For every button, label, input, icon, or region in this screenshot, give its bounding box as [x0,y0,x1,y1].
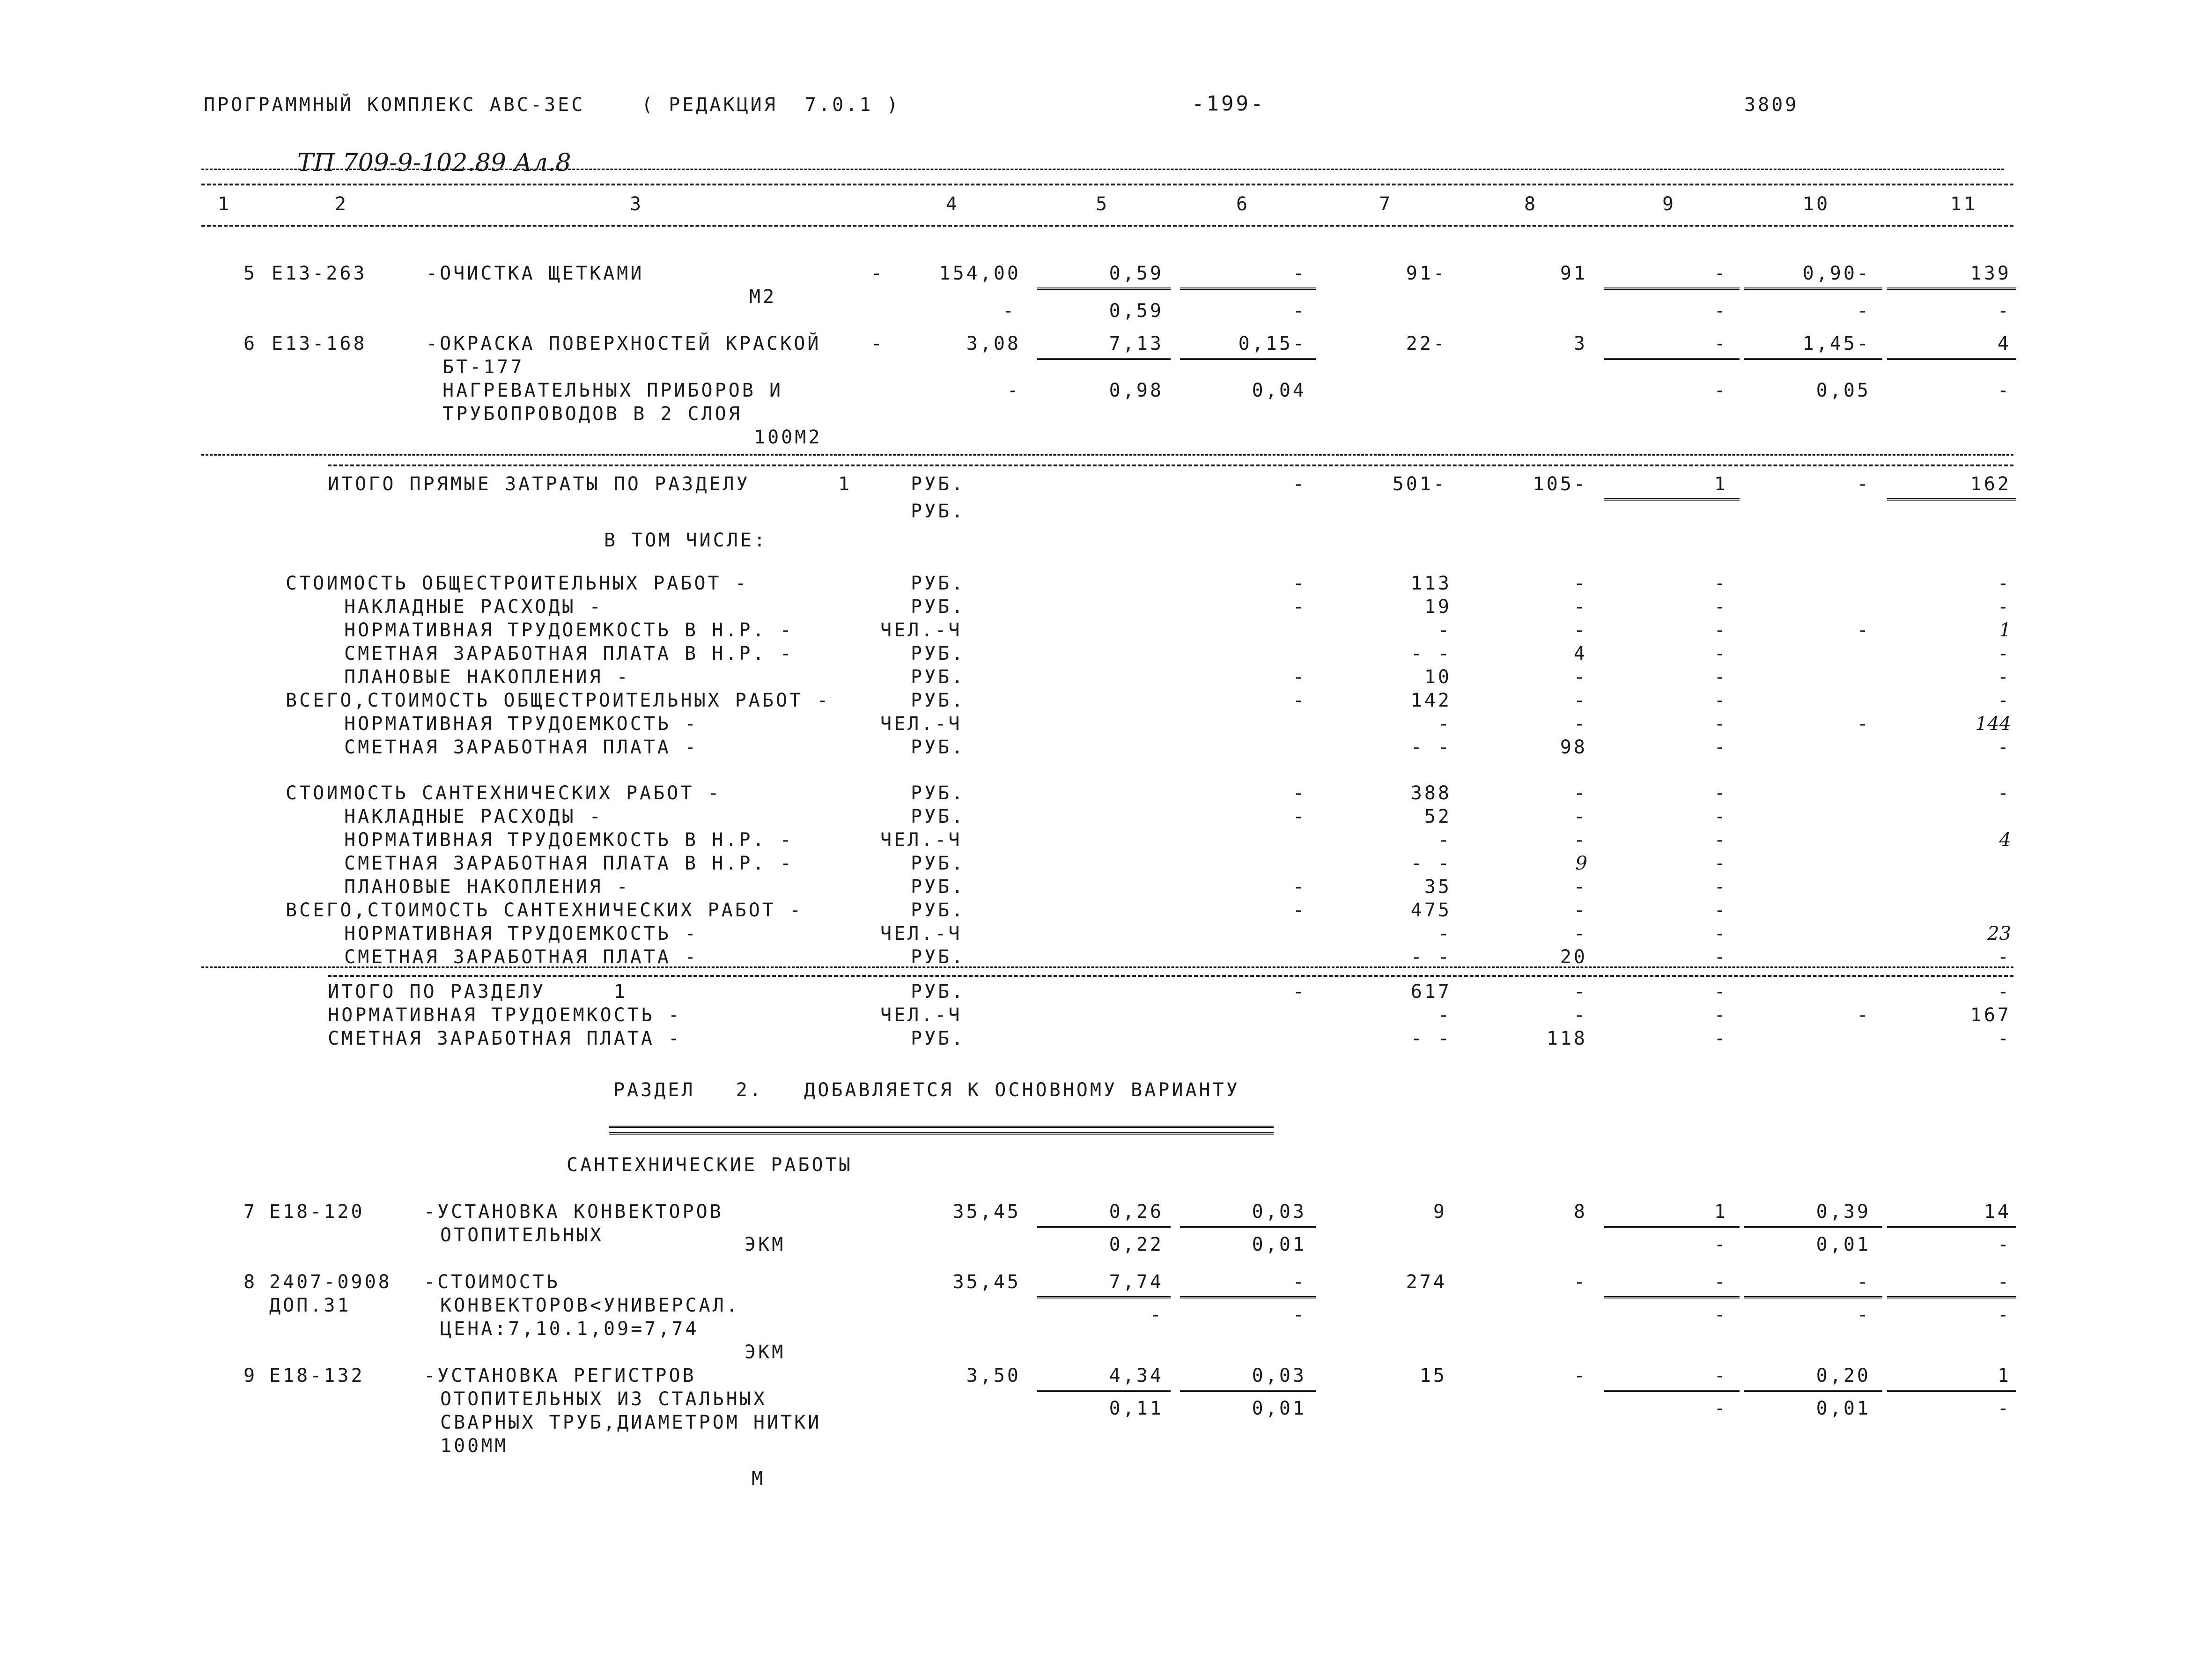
total-direct-section: 1 [838,473,852,495]
general_rows-c7: 142 [1410,690,1452,711]
section2-title: РАЗДЕЛ 2. ДОБАВЛЯЕТСЯ К ОСНОВНОМУ ВАРИАНТУ [613,1079,1240,1101]
general_rows-unit: ЧЕЛ.-Ч [880,713,962,735]
column-number-7: 7 [1379,193,1393,215]
section2-double-rule [609,1126,1274,1132]
item2-underline-c10 [1744,1390,1882,1396]
header-rule-top [201,184,2013,185]
general_rows-label: НОРМАТИВНАЯ ТРУДОЕМКОСТЬ - [344,713,699,735]
general_rows-c8: - [1573,573,1587,594]
general_rows-c9: - [1714,643,1728,664]
item-unit: 100М2 [754,427,822,448]
item-unit: М2 [749,286,777,308]
section-total-c9: - [1714,1004,1728,1026]
item2-c11b: - [1997,1234,2011,1255]
item-c6b: 0,04 [1252,380,1306,401]
item-c11b: - [1997,300,2011,322]
item2-c6b: 0,01 [1252,1234,1306,1255]
item2-c11: - [1997,1271,2011,1293]
plumbing_rows-c9: - [1714,876,1728,898]
item-c5: 7,13 [1109,333,1164,354]
item2-c10b: - [1857,1304,1871,1326]
item2-underline-c11 [1887,1296,2016,1302]
item2-c6: - [1292,1271,1306,1293]
item2-c10: 0,20 [1816,1365,1871,1386]
item2-underline-c9 [1604,1226,1740,1232]
edition: ( РЕДАКЦИЯ 7.0.1 ) [641,94,900,116]
plumbing_rows-label: СМЕТНАЯ ЗАРАБОТНАЯ ПЛАТА В Н.Р. - [344,853,794,874]
item-c9b: - [1714,300,1728,322]
section-total-unit: ЧЕЛ.-Ч [880,1004,962,1026]
plumbing_rows-c7: 388 [1410,782,1452,804]
item-description-line: НАГРЕВАТЕЛЬНЫХ ПРИБОРОВ И [442,380,783,401]
item-c10: 0,90- [1802,263,1871,284]
item-c7: 91- [1406,263,1447,284]
item2-underline-c5 [1037,1296,1171,1302]
section-total-c7: 617 [1410,981,1452,1003]
general_rows-c8: - [1573,619,1587,641]
item-underline-c5 [1037,288,1171,294]
plumbing_rows-unit: РУБ. [911,900,966,921]
item-c5b: 0,59 [1109,300,1164,322]
page-number: -199- [1192,92,1266,116]
item2-underline-c10 [1744,1296,1882,1302]
item2-c7: 274 [1406,1271,1447,1293]
item2-c5b: - [1150,1304,1164,1326]
total-direct-c10: - [1857,473,1871,495]
plumbing_rows-unit: РУБ. [911,806,966,827]
item-c6: - [1292,263,1306,284]
general_rows-unit: ЧЕЛ.-Ч [880,619,962,641]
plumbing_rows-c7: 52 [1424,806,1452,827]
item-c8: 3 [1573,333,1587,354]
general_rows-unit: РУБ. [911,690,966,711]
item2-c8: 8 [1573,1201,1587,1223]
plumbing_rows-c7: - [1438,829,1452,851]
total-direct-c6: - [1292,473,1306,495]
total-direct-c7: 501- [1392,473,1447,495]
item-underline-c9 [1604,358,1740,364]
section-total-c11: 167 [1970,1004,2011,1026]
section-total-label: ИТОГО ПО РАЗДЕЛУ 1 [328,981,627,1003]
general_rows-c7: - - [1410,737,1452,758]
plumbing_rows-c7: - - [1410,946,1452,968]
general_rows-c11: - [1997,737,2011,758]
section-total-unit: РУБ. [911,981,966,1003]
plumbing_rows-c9: - [1714,853,1728,874]
item2-description-line: 100ММ [440,1435,509,1457]
item-c6b: - [1292,300,1306,322]
sheet-number: 3809 [1744,94,1799,116]
item-underline-c9 [1604,288,1740,294]
general_rows-c6: - [1292,573,1306,594]
general_rows-c9: - [1714,737,1728,758]
item2-c9: - [1714,1271,1728,1293]
plumbing_rows-unit: РУБ. [911,782,966,804]
header-dotted-rule [201,169,2004,170]
plumbing_rows-c9: - [1714,923,1728,944]
item-quantity: 154,00 [939,263,1021,284]
item2-description-line: -УСТАНОВКА РЕГИСТРОВ [424,1365,696,1386]
general_rows-c7: - [1438,713,1452,735]
item-description-line: БТ-177 [442,356,524,378]
general_rows-unit: РУБ. [911,596,966,618]
general_rows-c11: - [1997,643,2011,664]
column-number-10: 10 [1803,193,1830,215]
plumbing-dotted-rule [201,966,2013,968]
column-number-9: 9 [1662,193,1676,215]
section-total-c10: - [1857,1004,1871,1026]
item-quantity: 3,08 [966,333,1021,354]
including-label: В ТОМ ЧИСЛЕ: [604,530,767,551]
general_rows-c9: - [1714,713,1728,735]
plumbing_rows-unit: РУБ. [911,876,966,898]
item2-description-line: СВАРНЫХ ТРУБ,ДИАМЕТРОМ НИТКИ [440,1412,822,1433]
item2-c5b: 0,11 [1109,1398,1164,1419]
program-name: ПРОГРАММНЫЙ КОМПЛЕКС АВС-3ЕС [204,94,585,116]
item-code: Е13-263 [272,263,367,284]
total-rule [328,465,2013,466]
column-number-3: 3 [630,193,644,215]
general_rows-c7: - [1438,619,1452,641]
general_rows-c9: - [1714,619,1728,641]
general_rows-c11: - [1997,666,2011,688]
item2-description-line: ОТОПИТЕЛЬНЫХ ИЗ СТАЛЬНЫХ [440,1388,767,1410]
item2-unit: ЭКМ [745,1342,786,1363]
general_rows-c8: - [1573,713,1587,735]
plumbing_rows-c8: - [1573,876,1587,898]
item-c10: 1,45- [1802,333,1871,354]
item2-c9: - [1714,1365,1728,1386]
total-underline-c9 [1604,498,1740,504]
item2-code: Е18-120 [269,1201,365,1223]
item2-unit: ЭКМ [745,1234,786,1255]
plumbing_rows-c9: - [1714,946,1728,968]
item-c11b: - [1997,380,2011,401]
plumbing_rows-unit: РУБ. [911,946,966,968]
item2-unit: М [752,1468,766,1489]
general_rows-c9: - [1714,690,1728,711]
item2-c11b: - [1997,1304,2011,1326]
item2-underline-c10 [1744,1226,1882,1232]
general_rows-unit: РУБ. [911,737,966,758]
item-c9b: - [1714,380,1728,401]
item-c5b: 0,98 [1109,380,1164,401]
general_rows-label: ВСЕГО,СТОИМОСТЬ ОБЩЕСТРОИТЕЛЬНЫХ РАБОТ - [286,690,831,711]
item-c11: 139 [1970,263,2011,284]
item-underline-c11 [1887,358,2016,364]
item2-description-line: ЦЕНА:7,10.1,09=7,74 [440,1318,699,1340]
general_rows-label: ПЛАНОВЫЕ НАКОПЛЕНИЯ - [344,666,630,688]
general_rows-c10: - [1857,619,1871,641]
section-total-label: НОРМАТИВНАЯ ТРУДОЕМКОСТЬ - [328,1004,682,1026]
section-dotted-rule [201,454,2013,456]
plumbing_rows-c8: - [1573,806,1587,827]
item-number: 5 [243,263,258,284]
column-number-4: 4 [946,193,960,215]
general_rows-c7: - - [1410,643,1452,664]
plumbing_rows-c8: - [1573,782,1587,804]
item-c8: 91 [1560,263,1587,284]
total-direct-c11: 162 [1970,473,2011,495]
plumbing_rows-c6: - [1292,806,1306,827]
item2-description-line: ОТОПИТЕЛЬНЫХ [440,1224,604,1246]
section-total-c9: - [1714,981,1728,1003]
section-total-c11: - [1997,1028,2011,1049]
column-number-1: 1 [218,193,232,215]
section-total-c8: - [1573,1004,1587,1026]
general_rows-c11: 144 [1975,713,2011,735]
item-c5: 0,59 [1109,263,1164,284]
item2-c10b: 0,01 [1816,1234,1871,1255]
general_rows-c9: - [1714,666,1728,688]
project-code: ТП 709-9-102.89 Ал.8 [297,149,571,177]
general_rows-label: НОРМАТИВНАЯ ТРУДОЕМКОСТЬ В Н.Р. - [344,619,794,641]
general_rows-label: СТОИМОСТЬ ОБЩЕСТРОИТЕЛЬНЫХ РАБОТ - [286,573,749,594]
item2-quantity: 35,45 [952,1201,1021,1223]
item2-c10: 0,39 [1816,1201,1871,1223]
plumbing_rows-c6: - [1292,900,1306,921]
plumbing_rows-unit: РУБ. [911,853,966,874]
plumbing_rows-c8: 9 [1575,853,1587,874]
plumbing_rows-c9: - [1714,900,1728,921]
item-underline-c10 [1744,358,1882,364]
plumbing_rows-c8: 20 [1560,946,1587,968]
plumbing_rows-c9: - [1714,782,1728,804]
column-number-2: 2 [335,193,349,215]
item2-c9: 1 [1714,1201,1728,1223]
plumbing_rows-c11: - [1997,782,2011,804]
general_rows-c11: - [1997,690,2011,711]
general_rows-unit: РУБ. [911,666,966,688]
item2-underline-c6 [1180,1226,1316,1232]
section-total-label: СМЕТНАЯ ЗАРАБОТНАЯ ПЛАТА - [328,1028,682,1049]
general_rows-unit: РУБ. [911,573,966,594]
general_rows-c6: - [1292,666,1306,688]
column-number-5: 5 [1096,193,1110,215]
item-c9: - [1714,263,1728,284]
item2-c6: 0,03 [1252,1365,1306,1386]
general_rows-label: СМЕТНАЯ ЗАРАБОТНАЯ ПЛАТА В Н.Р. - [344,643,794,664]
item-underline-c5 [1037,358,1171,364]
plumbing_rows-label: СТОИМОСТЬ САНТЕХНИЧЕСКИХ РАБОТ - [286,782,722,804]
plumbing_rows-label: НОРМАТИВНАЯ ТРУДОЕМКОСТЬ В Н.Р. - [344,829,794,851]
plumbing_rows-c11: 23 [1987,923,2011,944]
section-total-c7: - - [1410,1028,1452,1049]
item-c7: 22- [1406,333,1447,354]
general_rows-c8: - [1573,666,1587,688]
item2-c11: 14 [1983,1201,2011,1223]
general_rows-c6: - [1292,690,1306,711]
general_rows-c10: - [1857,713,1871,735]
column-number-11: 11 [1950,193,1978,215]
item2-c6: 0,03 [1252,1201,1306,1223]
plumbing_rows-label: НАКЛАДНЫЕ РАСХОДЫ - [344,806,603,827]
item-number: 6 [243,333,258,354]
item2-c5: 7,74 [1109,1271,1164,1293]
item2-number: 7 [243,1201,258,1223]
item-c4b: - [1007,380,1021,401]
plumbing_rows-label: ПЛАНОВЫЕ НАКОПЛЕНИЯ - [344,876,630,898]
item2-c5: 4,34 [1109,1365,1164,1386]
item2-code2: ДОП.31 [269,1295,351,1316]
general_rows-c9: - [1714,573,1728,594]
plumbing_rows-label: НОРМАТИВНАЯ ТРУДОЕМКОСТЬ - [344,923,699,944]
plumbing_rows-c11: 4 [1999,829,2011,851]
plumbing_rows-unit: ЧЕЛ.-Ч [880,829,962,851]
item2-underline-c6 [1180,1296,1316,1302]
section-total-c8: 118 [1546,1028,1587,1049]
total-direct-unit: РУБ. [911,473,966,495]
item2-number: 8 [243,1271,258,1293]
total-direct-label: ИТОГО ПРЯМЫЕ ЗАТРАТЫ ПО РАЗДЕЛУ [328,473,750,495]
plumbing_rows-c9: - [1714,829,1728,851]
item2-c7: 15 [1419,1365,1447,1386]
item2-underline-c11 [1887,1226,2016,1232]
section-total-c9: - [1714,1028,1728,1049]
section-total-c11: - [1997,981,2011,1003]
item2-description-line: КОНВЕКТОРОВ<УНИВЕРСАЛ. [440,1295,740,1316]
plumbing_rows-c11: - [1997,946,2011,968]
item-c6: 0,15- [1238,333,1306,354]
item2-underline-c9 [1604,1296,1740,1302]
item2-underline-c11 [1887,1390,2016,1396]
plumbing_rows-c8: - [1573,900,1587,921]
header-rule-bottom [201,225,2013,227]
item2-c8: - [1573,1365,1587,1386]
item2-c9b: - [1714,1398,1728,1419]
column-number-8: 8 [1524,193,1538,215]
plumbing_rows-unit: ЧЕЛ.-Ч [880,923,962,944]
plumbing_rows-label: СМЕТНАЯ ЗАРАБОТНАЯ ПЛАТА - [344,946,699,968]
general_rows-c8: - [1573,690,1587,711]
general_rows-c7: 10 [1424,666,1452,688]
plumbing_rows-c9: - [1714,806,1728,827]
item-description-line: -ОКРАСКА ПОВЕРХНОСТЕЙ КРАСКОЙ [426,333,821,354]
item2-c11b: - [1997,1398,2011,1419]
item2-quantity: 35,45 [952,1271,1021,1293]
plumbing_rows-c7: - [1438,923,1452,944]
item2-c10b: 0,01 [1816,1398,1871,1419]
plumbing_rows-c7: - - [1410,853,1452,874]
plumbing_rows-c7: 475 [1410,900,1452,921]
plumbing_rows-c6: - [1292,782,1306,804]
general_rows-c8: 4 [1573,643,1587,664]
item-description-line: -ОЧИСТКА ЩЕТКАМИ [426,263,644,284]
general_rows-c9: - [1714,596,1728,618]
section-total-c6: - [1292,981,1306,1003]
general_rows-c11: - [1997,573,2011,594]
plumbing_rows-c7: 35 [1424,876,1452,898]
item-code: Е13-168 [272,333,367,354]
plumbing_rows-c8: - [1573,829,1587,851]
total-direct-unit2: РУБ. [911,501,966,522]
item-underline-c11 [1887,288,2016,294]
item2-code: 2407-0908 [269,1271,392,1293]
item2-underline-c5 [1037,1390,1171,1396]
item2-c9b: - [1714,1304,1728,1326]
section2-subtitle: САНТЕХНИЧЕСКИЕ РАБОТЫ [567,1154,853,1176]
item2-c5: 0,26 [1109,1201,1164,1223]
item2-c6b: 0,01 [1252,1398,1306,1419]
item2-quantity: 3,50 [966,1365,1021,1386]
general_rows-c11: - [1997,596,2011,618]
item2-underline-c9 [1604,1390,1740,1396]
general_rows-c7: 113 [1410,573,1452,594]
item2-description-line: -СТОИМОСТЬ [424,1271,560,1293]
section-total-c8: - [1573,981,1587,1003]
total-underline-c11 [1887,498,2016,504]
item2-underline-c5 [1037,1226,1171,1232]
section2-double-rule-2 [609,1132,1274,1138]
item2-description-line: -УСТАНОВКА КОНВЕКТОРОВ [424,1201,723,1223]
item-dash: - [871,333,885,354]
item2-c5b: 0,22 [1109,1234,1164,1255]
item-underline-c6 [1180,288,1316,294]
section-total-c7: - [1438,1004,1452,1026]
section-total-rule [328,975,2013,977]
plumbing_rows-label: ВСЕГО,СТОИМОСТЬ САНТЕХНИЧЕСКИХ РАБОТ - [286,900,804,921]
general_rows-c8: 98 [1560,737,1587,758]
item2-c10: - [1857,1271,1871,1293]
general_rows-label: СМЕТНАЯ ЗАРАБОТНАЯ ПЛАТА - [344,737,699,758]
general_rows-c7: 19 [1424,596,1452,618]
item2-c8: - [1573,1271,1587,1293]
general_rows-c11: 1 [1999,619,2011,641]
column-number-6: 6 [1236,193,1250,215]
total-direct-c9: 1 [1714,473,1728,495]
item2-underline-c6 [1180,1390,1316,1396]
general_rows-c6: - [1292,596,1306,618]
item2-c7: 9 [1433,1201,1447,1223]
item-underline-c6 [1180,358,1316,364]
section-total-unit: РУБ. [911,1028,966,1049]
general_rows-c8: - [1573,596,1587,618]
item-c9: - [1714,333,1728,354]
item-c4b: - [1002,300,1016,322]
item-c10b: 0,05 [1816,380,1871,401]
general_rows-label: НАКЛАДНЫЕ РАСХОДЫ - [344,596,603,618]
item2-c6b: - [1292,1304,1306,1326]
item-c11: 4 [1997,333,2011,354]
item-dash: - [871,263,885,284]
item2-c11: 1 [1997,1365,2011,1386]
item-underline-c10 [1744,288,1882,294]
item-description-line: ТРУБОПРОВОДОВ В 2 СЛОЯ [442,403,742,425]
plumbing_rows-c8: - [1573,923,1587,944]
item2-code: Е18-132 [269,1365,365,1386]
item-c10b: - [1857,300,1871,322]
item2-number: 9 [243,1365,258,1386]
general_rows-unit: РУБ. [911,643,966,664]
item2-c9b: - [1714,1234,1728,1255]
total-direct-c8: 105- [1533,473,1587,495]
plumbing_rows-c6: - [1292,876,1306,898]
